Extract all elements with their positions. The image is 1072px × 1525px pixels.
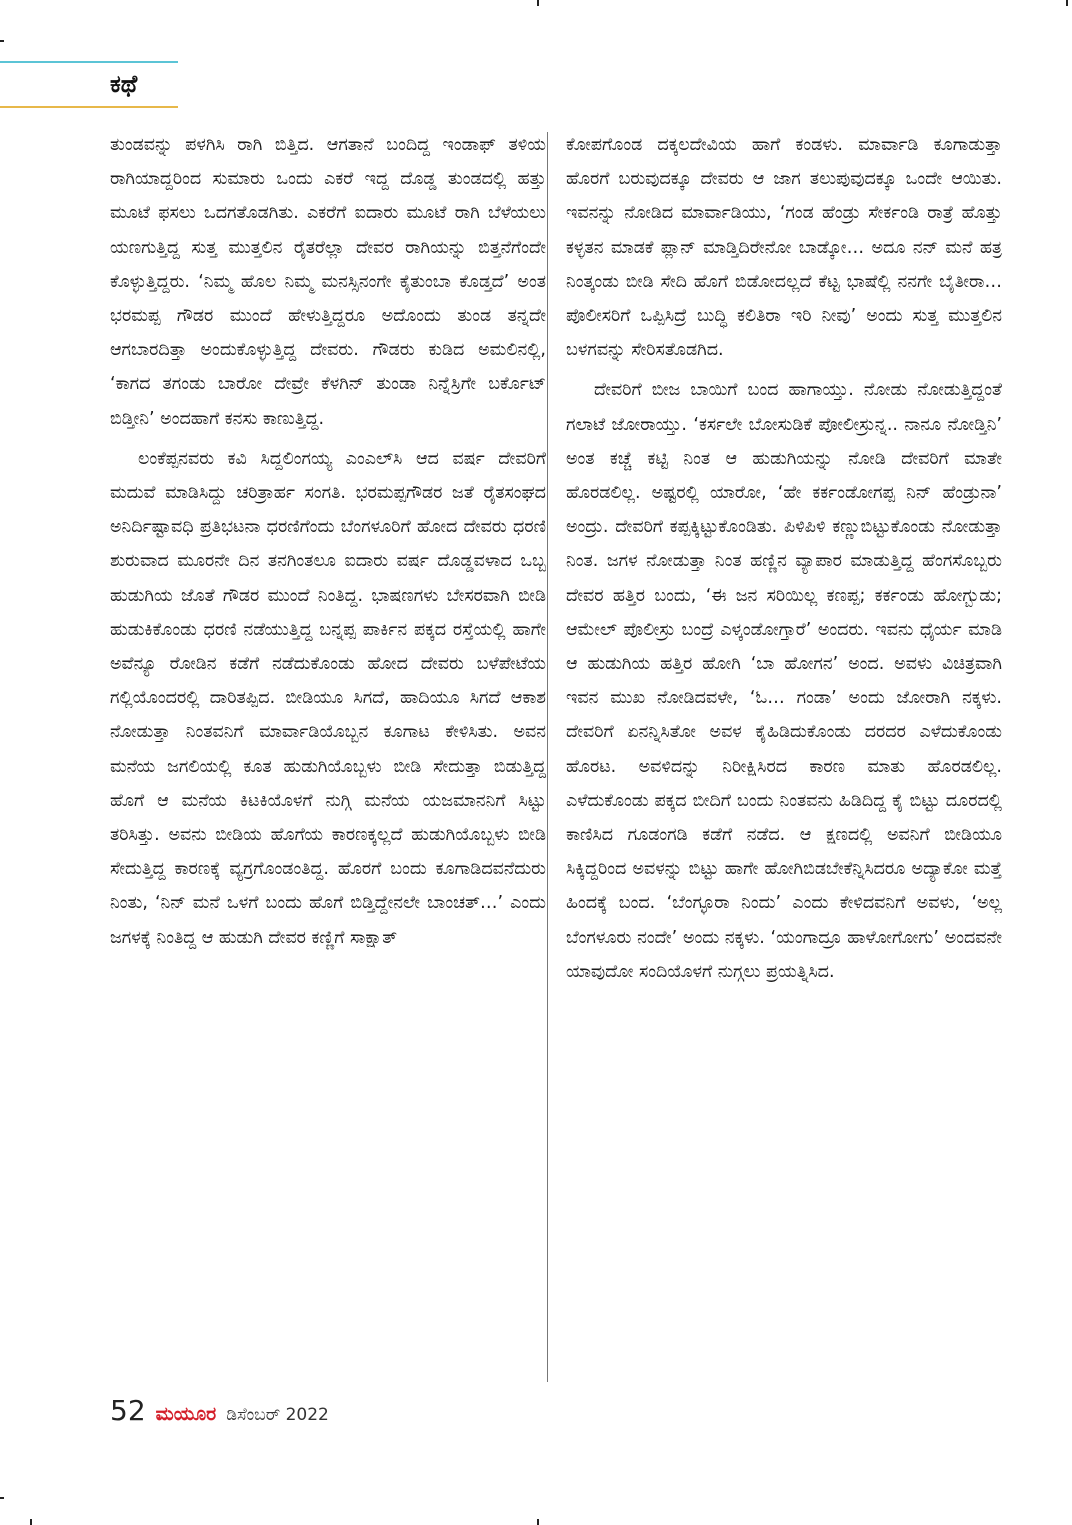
crop-mark-top-middle bbox=[537, 0, 539, 6]
right-paragraph-2: ದೇವರಿಗೆ ಬೀಜ ಬಾಯಿಗೆ ಬಂದ ಹಾಗಾಯ್ತು. ನೋಡು ನೋಡುತ್ತಿದ್ದಂತೆ ಗಲಾಟೆ ಜೋರಾಯ್ತು. ‘ಕರ್ಸಲೇ ಬೋಸುಡಿಕೆ ಪೋಲೀಸ್ರುನ್ನ.. ನಾನೂ ನೋಡ್ತಿನಿ’ ಅಂತ ಕಚ್ಚೆ ಕಟ್ಟಿ ನಿಂತ ಆ ಹುಡುಗಿಯನ್ನು ನೋಡಿ ದೇವರಿಗೆ ಮಾತೇ ಹೊರಡಲಿಲ್ಲ. ಅಷ್ಟರಲ್ಲಿ ಯಾರೋ, ‘ಹೇ ಕರ್ಕಂಡೋಗಪ್ಪ ನಿನ್ ಹೆಂಡ್ರುನಾ’ ಅಂದ್ರು. ದೇವರಿಗೆ ಕಪ್ಪಕ್ಕಿಟ್ಟುಕೊಂಡಿತು. ಪಿಳಿಪಿಳಿ ಕಣ್ಣುಬಿಟ್ಟುಕೊಂಡು ನೋಡುತ್ತಾ ನಿಂತ. ಜಗಳ ನೋಡುತ್ತಾ ನಿಂತ ಹಣ್ಣಿನ ವ್ಯಾಪಾರ ಮಾಡುತ್ತಿದ್ದ ಹೆಂಗಸೊಬ್ಬರು ದೇವರ ಹತ್ತಿರ ಬಂದು, ‘ಈ ಜನ ಸರಿಯಿಲ್ಲ ಕಣಪ್ಪ; ಕರ್ಕಂಡು ಹೋಗ್ಬುಡು; ಆಮೇಲ್ ಪೊಲೀಸ್ರು ಬಂದ್ರೆ ಎಳ್ಕಂಡೋಗ್ತಾರೆ’ ಅಂದರು. ಇವನು ಧೈರ್ಯ ಮಾಡಿ ಆ ಹುಡುಗಿಯ ಹತ್ತಿರ ಹೋಗಿ ‘ಬಾ ಹೋಗನ’ ಅಂದ. ಅವಳು ವಿಚಿತ್ರವಾಗಿ ಇವನ ಮುಖ ನೋಡಿದವಳೇ, ‘ಓ… ಗಂಡಾ’ ಅಂದು ಜೋರಾಗಿ ನಕ್ಕಳು. ದೇವರಿಗೆ ಏನನ್ನಿಸಿತೋ ಅವಳ ಕೈಹಿಡಿದುಕೊಂಡು ದರದರ ಎಳೆದುಕೊಂಡು ಹೊರಟ. ಅವಳಿದನ್ನು ನಿರೀಕ್ಷಿಸಿರದ ಕಾರಣ ಮಾತು ಹೊರಡಲಿಲ್ಲ. ಎಳೆದುಕೊಂಡು ಪಕ್ಕದ ಬೀದಿಗೆ ಬಂದು ನಿಂತವನು ಹಿಡಿದಿದ್ದ ಕೈ ಬಿಟ್ಟು ದೂರದಲ್ಲಿ ಕಾಣಿಸಿದ ಗೂಡಂಗಡಿ ಕಡೆಗೆ ನಡೆದ. ಆ ಕ್ಷಣದಲ್ಲಿ ಅವನಿಗೆ ಬೀಡಿಯೂ ಸಿಕ್ಕಿದ್ದರಿಂದ ಅವಳನ್ನು ಬಿಟ್ಟು ಹಾಗೇ ಹೋಗಿಬಿಡಬೇಕೆನ್ನಿಸಿದರೂ ಅದ್ಯಾಕೋ ಮತ್ತೆ ಹಿಂದಕ್ಕೆ ಬಂದ. ‘ಬೆಂಗ್ಳೂರಾ ನಿಂದು’ ಎಂದು ಕೇಳಿದವನಿಗೆ ಅವಳು, ‘ಅಲ್ಲ ಬೆಂಗಳೂರು ನಂದೇ’ ಅಂದು ನಕ್ಕಳು. ‘ಯಂಗಾದ್ರೂ ಹಾಳೋಗೋಗು’ ಅಂದವನೇ ಯಾವುದೋ ಸಂದಿಯೊಳಗೆ ನುಗ್ಗಲು ಪ್ರಯತ್ನಿಸಿದ. bbox=[566, 380, 1002, 982]
issue-date: ಡಿಸೆಂಬರ್ 2022 bbox=[226, 1405, 329, 1425]
section-rule-bottom bbox=[0, 106, 178, 108]
section-rule-top bbox=[0, 61, 178, 63]
crop-mark-top-left bbox=[0, 40, 4, 42]
column-divider bbox=[547, 132, 548, 1382]
right-column bbox=[566, 128, 1002, 995]
right-paragraph-1: ಕೋಪಗೊಂಡ ದಕ್ಕಲದೇವಿಯ ಹಾಗೆ ಕಂಡಳು. ಮಾರ್ವಾಡಿ ಕೂಗಾಡುತ್ತಾ ಹೊರಗೆ ಬರುವುದಕ್ಕೂ ದೇವರು ಆ ಜಾಗ ತಲುಪುವುದಕ್ಕೂ ಒಂದೇ ಆಯಿತು. ಇವನನ್ನು ನೋಡಿದ ಮಾರ್ವಾಡಿಯು, ‘ಗಂಡ ಹೆಂಡ್ರು ಸೇರ್ಕಂಡಿ ರಾತ್ರೆ ಹೊತ್ತು ಕಳ್ಳತನ ಮಾಡಕೆ ಪ್ಲಾನ್ ಮಾಡ್ತಿದಿರೇನೋ ಬಾಡ್ಕೋ… ಅದೂ ನನ್ ಮನೆ ಹತ್ರ ನಿಂತ್ಕಂಡು ಬೀಡಿ ಸೇದಿ ಹೊಗೆ ಬಿಡೋದಲ್ಲದೆ ಕೆಟ್ಟ ಭಾಷೆಲ್ಲಿ ನನಗೇ ಬೈತೀರಾ… ಪೊಲೀಸರಿಗೆ ಒಪ್ಪಿಸಿದ್ರೆ ಬುದ್ಧಿ ಕಲಿತಿರಾ ಇರಿ ನೀವು’ ಅಂದು ಸುತ್ತ ಮುತ್ತಲಿನ ಬಳಗವನ್ನು ಸೇರಿಸತೊಡಗಿದ. bbox=[566, 135, 1002, 361]
section-label: ಕಥೆ bbox=[110, 70, 138, 98]
crop-mark-bottom-left bbox=[0, 1497, 4, 1499]
left-column bbox=[110, 128, 546, 961]
crop-mark-bottom-middle bbox=[537, 1519, 539, 1525]
left-paragraph-1: ತುಂಡವನ್ನು ಪಳಗಿಸಿ ರಾಗಿ ಬಿತ್ತಿದ. ಆಗತಾನೆ ಬಂದಿದ್ದ ಇಂಡಾಫ್ ತಳಿಯ ರಾಗಿಯಾದ್ದರಿಂದ ಸುಮಾರು ಒಂದು ಎಕರೆ ಇದ್ದ ದೊಡ್ಡ ತುಂಡದಲ್ಲಿ ಹತ್ತು ಮೂಟೆ ಫಸಲು ಒದಗತೊಡಗಿತು. ಎಕರೆಗೆ ಐದಾರು ಮೂಟೆ ರಾಗಿ ಬೆಳೆಯಲು ಯಣಗುತ್ತಿದ್ದ ಸುತ್ತ ಮುತ್ತಲಿನ ರೈತರೆಲ್ಲಾ ದೇವರ ರಾಗಿಯನ್ನು ಬಿತ್ತನೆಗೆಂದೇ ಕೊಳ್ಳುತ್ತಿದ್ದರು. ‘ನಿಮ್ಮ ಹೊಲ ನಿಮ್ಮ ಮನಸ್ಸಿನಂಗೇ ಕೈತುಂಬಾ ಕೊಡ್ತದೆ’ ಅಂತ ಭರಮಪ್ಪ ಗೌಡರ ಮುಂದೆ ಹೇಳುತ್ತಿದ್ದರೂ ಅದೊಂದು ತುಂಡ ತನ್ನದೇ ಆಗಬಾರದಿತ್ತಾ ಅಂದುಕೊಳ್ಳುತ್ತಿದ್ದ ದೇವರು. ಗೌಡರು ಕುಡಿದ ಅಮಲಿನಲ್ಲಿ, ‘ಕಾಗದ ತಗಂಡು ಬಾರೋ ದೇವ್ರೇ ಕೆಳಗಿನ್ ತುಂಡಾ ನಿನ್ನೆಸ್ರಿಗೇ ಬರ್ಕೊಟ್ ಬಿಡ್ತೀನಿ’ ಅಂದಹಾಗೆ ಕನಸು ಕಾಣುತ್ತಿದ್ದ. bbox=[110, 135, 546, 429]
page-footer bbox=[110, 1394, 329, 1430]
magazine-logo: ಮಯೂರ bbox=[155, 1403, 217, 1425]
crop-mark-bottom-left-v bbox=[30, 1519, 32, 1525]
left-paragraph-2: ಲಂಕೆಪ್ಪನವರು ಕವಿ ಸಿದ್ದಲಿಂಗಯ್ಯ ಎಂಎಲ್‌ಸಿ ಆದ ವರ್ಷ ದೇವರಿಗೆ ಮದುವೆ ಮಾಡಿಸಿದ್ದು ಚರಿತ್ರಾರ್ಹ ಸಂಗತಿ. ಭರಮಪ್ಪಗೌಡರ ಜತೆ ರೈತಸಂಘದ ಅನಿರ್ದಿಷ್ಟಾವಧಿ ಪ್ರತಿಭಟನಾ ಧರಣಿಗೆಂದು ಬೆಂಗಳೂರಿಗೆ ಹೋದ ದೇವರು ಧರಣಿ ಶುರುವಾದ ಮೂರನೇ ದಿನ ತನಗಿಂತಲೂ ಐದಾರು ವರ್ಷ ದೊಡ್ಡವಳಾದ ಒಬ್ಬ ಹುಡುಗಿಯ ಜೊತೆ ಗೌಡರ ಮುಂದೆ ನಿಂತಿದ್ದ. ಭಾಷಣಗಳು ಬೇಸರವಾಗಿ ಬೀಡಿ ಹುಡುಕಿಕೊಂಡು ಧರಣಿ ನಡೆಯುತ್ತಿದ್ದ ಬನ್ನಪ್ಪ ಪಾರ್ಕಿನ ಪಕ್ಕದ ರಸ್ತೆಯಲ್ಲಿ ಹಾಗೇ ಅವೆನ್ಯೂ ರೋಡಿನ ಕಡೆಗೆ ನಡೆದುಕೊಂಡು ಹೋದ ದೇವರು ಬಳೆಪೇಟೆಯ ಗಲ್ಲಿಯೊಂದರಲ್ಲಿ ದಾರಿತಪ್ಪಿದ. ಬೀಡಿಯೂ ಸಿಗದೆ, ಹಾದಿಯೂ ಸಿಗದೆ ಆಕಾಶ ನೋಡುತ್ತಾ ನಿಂತವನಿಗೆ ಮಾರ್ವಾಡಿಯೊಬ್ಬನ ಕೂಗಾಟ ಕೇಳಿಸಿತು. ಅವನ ಮನೆಯ ಜಗಲಿಯಲ್ಲಿ ಕೂತ ಹುಡುಗಿಯೊಬ್ಬಳು ಬೀಡಿ ಸೇದುತ್ತಾ ಬಿಡುತ್ತಿದ್ದ ಹೊಗೆ ಆ ಮನೆಯ ಕಿಟಕಿಯೊಳಗೆ ನುಗ್ಗಿ ಮನೆಯ ಯಜಮಾನನಿಗೆ ಸಿಟ್ಟು ತರಿಸಿತ್ತು. ಅವನು ಬೀಡಿಯ ಹೊಗೆಯ ಕಾರಣಕ್ಕಲ್ಲದೆ ಹುಡುಗಿಯೊಬ್ಬಳು ಬೀಡಿ ಸೇದುತ್ತಿದ್ದ ಕಾರಣಕ್ಕೆ ವ್ಯಗ್ರಗೊಂಡಂತಿದ್ದ. ಹೊರಗೆ ಬಂದು ಕೂಗಾಡಿದವನೆದುರು ನಿಂತು, ‘ನಿನ್ ಮನೆ ಒಳಗೆ ಬಂದು ಹೊಗೆ ಬಿಡ್ತಿದ್ದೇನಲೇ ಬಾಂಚತ್…’ ಎಂದು ಜಗಳಕ್ಕೆ ನಿಂತಿದ್ದ ಆ ಹುಡುಗಿ ದೇವರ ಕಣ್ಣಿಗೆ ಸಾಕ್ಷಾತ್ bbox=[110, 448, 546, 948]
page-number: 52 bbox=[110, 1394, 146, 1427]
crop-mark-top-right bbox=[1066, 0, 1068, 6]
